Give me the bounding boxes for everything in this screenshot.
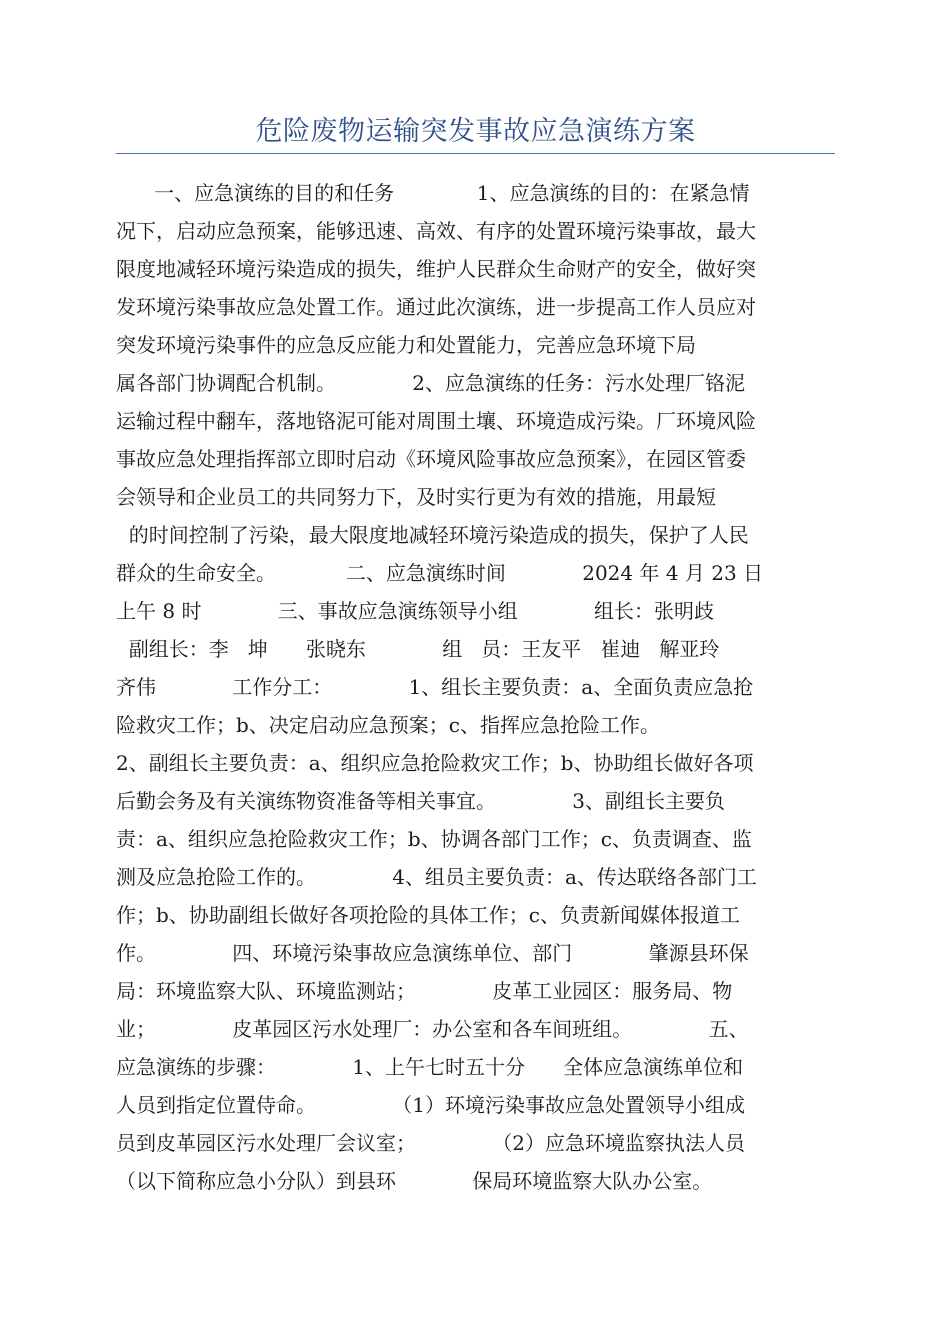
body-line: 作；b、协助副组长做好各项抢险的具体工作；c、负责新闻媒体报道工 <box>116 903 741 927</box>
document-title: 危险废物运输突发事故应急演练方案 <box>255 116 696 147</box>
body-line: 发环境污染事故应急处置工作。通过此次演练，进一步提高工作人员应对 <box>116 295 756 319</box>
body-line: 应急演练的步骤： 1、上午七时五十分 全体应急演练单位和 <box>116 1055 744 1079</box>
body-line: 人员到指定位置侍命。 （1）环境污染事故应急处置领导小组成 <box>116 1093 746 1117</box>
body-line: 况下，启动应急预案，能够迅速、高效、有序的处置环境污染事故，最大 <box>116 219 756 243</box>
body-line: 员到皮革园区污水处理厂会议室； （2）应急环境监察执法人员 <box>116 1131 746 1155</box>
body-line: 副组长：李 坤 张晓东 组 员：王友平 崔迪 解亚玲 <box>116 637 720 661</box>
body-line: 一、应急演练的目的和任务 1、应急演练的目的：在紧急情 <box>116 181 750 205</box>
body-line: 事故应急处理指挥部立即时启动《环境风险事故应急预案》，在园区管委 <box>116 447 746 471</box>
body-line: 突发环境污染事件的应急反应能力和处置能力，完善应急环境下局 <box>116 333 696 357</box>
body-line: 属各部门协调配合机制。 2、应急演练的任务：污水处理厂铬泥 <box>116 371 746 395</box>
document-body <box>116 174 835 1200</box>
body-line: 后勤会务及有关演练物资准备等相关事宜。 3、副组长主要负 <box>116 789 726 813</box>
title-underline <box>116 153 835 154</box>
body-line: 责：a、组织应急抢险救灾工作；b、协调各部门工作；c、负责调查、监 <box>116 827 752 851</box>
body-line: 2、副组长主要负责：a、组织应急抢险救灾工作；b、协助组长做好各项 <box>116 751 754 775</box>
body-line: 群众的生命安全。 二、应急演练时间 2024 年 4 月 23 日 <box>116 561 764 585</box>
body-line: （以下简称应急小分队）到县环 保局环境监察大队办公室。 <box>116 1169 713 1193</box>
body-line: 限度地减轻环境污染造成的损失，维护人民群众生命财产的安全，做好突 <box>116 257 756 281</box>
body-line: 险救灾工作；b、决定启动应急预案；c、指挥应急抢险工作。 <box>116 713 661 737</box>
body-line: 运输过程中翻车，落地铬泥可能对周围土壤、环境造成污染。厂环境风险 <box>116 409 756 433</box>
body-line: 作。 四、环境污染事故应急演练单位、部门 肇源县环保 <box>116 941 749 965</box>
body-line: 的时间控制了污染，最大限度地减轻环境污染造成的损失，保护了人民 <box>116 523 749 547</box>
body-line: 局：环境监察大队、环境监测站； 皮革工业园区：服务局、物 <box>116 979 733 1003</box>
body-line: 测及应急抢险工作的。 4、组员主要负责：a、传达联络各部门工 <box>116 865 757 889</box>
body-line: 业； 皮革园区污水处理厂：办公室和各车间班组。 五、 <box>116 1017 749 1041</box>
body-line: 齐伟 工作分工： 1、组长主要负责：a、全面负责应急抢 <box>116 675 754 699</box>
body-line: 会领导和企业员工的共同努力下，及时实行更为有效的措施，用最短 <box>116 485 716 509</box>
body-line: 上午 8 时 三、事故应急演练领导小组 组长：张明歧 <box>116 599 715 623</box>
